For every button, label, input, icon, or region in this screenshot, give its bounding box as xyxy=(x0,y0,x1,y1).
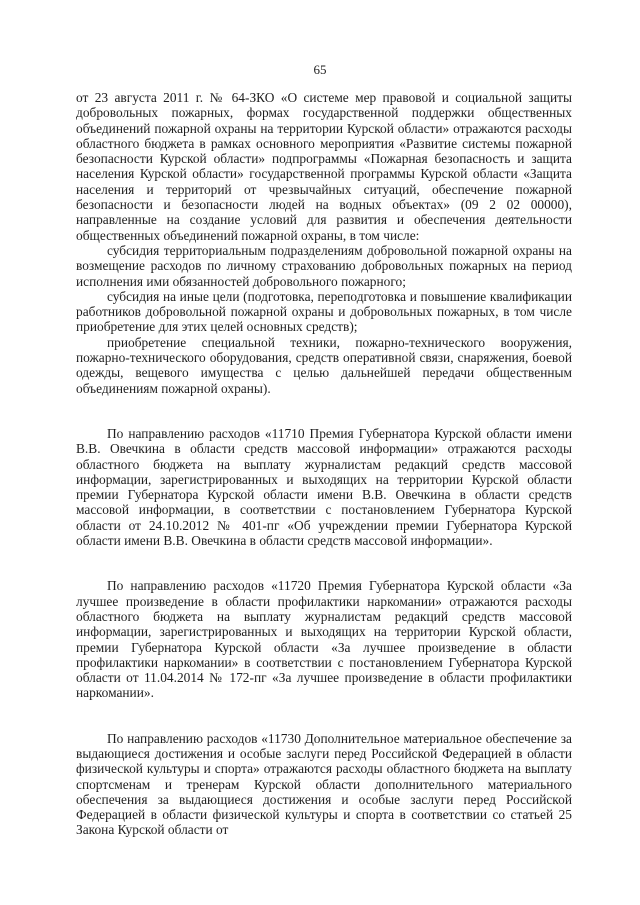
paragraph-11730-sports-support: По направлению расходов «11730 Дополнительное материальное обеспечение за выдающиеся достижения и особые заслуги перед Российской Федерацией в области физической культуры и спорта» отражаются расходы областного бюджета на выплату спортсменам и тренерам Курской области дополнительного материального обеспечения за выдающиеся достижения и особые заслуги перед Российской Федерацией в области физической культуры и спорта в соответствии со статьей 25 Закона Курской области от xyxy=(76,730,572,838)
paragraph-training-subsidy: субсидия на иные цели (подготовка, переподготовка и повышение квалификации работников добровольной пожарной охраны и добровольных пожарных, в том числе приобретение для этих целей основных средств); xyxy=(76,288,572,335)
document-body xyxy=(76,90,572,838)
paragraph-11710-media-award: По направлению расходов «11710 Премия Губернатора Курской области имени В.В. Овечкина в области средств массовой информации» отражаются расходы областного бюджета на выплату журналистам редакций средств массовой информации, зарегистрированных и выходящих на территории Курской области премии Губернатора Курской области имени В.В. Овечкина в области средств массовой информации, в соответствии с постановлением Губернатора Курской области от 24.10.2012 № 401-пг «Об учреждении премии Губернатора Курской области имени В.В. Овечкина в области средств массовой информации». xyxy=(76,425,572,549)
paragraph-11720-drug-prevention-award: По направлению расходов «11720 Премия Губернатора Курской области «За лучшее произведение в области профилактики наркомании» отражаются расходы областного бюджета на выплату журналистам редакций средств массовой информации, зарегистрированных и выходящих на территории Курской области, премии Губернатора Курской области «За лучшее произведение в области профилактики наркомании» в соответствии с постановлением Губернатора Курской области от 11.04.2014 № 172-пг «За лучшее произведение в области профилактики наркомании». xyxy=(76,578,572,701)
paragraph-equipment-purchase: приобретение специальной техники, пожарно-технического вооружения, пожарно-технического оборудования, средств оперативной связи, снаряжения, боевой одежды, вещевого имущества с целью дальнейшей передачи общественным объединениям пожарной охраны). xyxy=(76,334,572,396)
page-number: 65 xyxy=(313,62,327,77)
paragraph-insurance-subsidy: субсидия территориальным подразделениям добровольной пожарной охраны на возмещение расходов по личному страхованию добровольных пожарных на период исполнения ими обязанностей добровольного пожарного; xyxy=(76,242,572,289)
paragraph-law-reference: от 23 августа 2011 г. № 64-ЗКО «О системе мер правовой и социальной защиты добровольных пожарных, формах государственной поддержки общественных объединений пожарной охраны на территории Курской области» отражаются расходы областного бюджета в рамках основного мероприятия «Развитие системы пожарной безопасности Курской области» подпрограммы «Пожарная безопасность и защита населения Курской области» государственной программы Курской области «Защита населения и территорий от чрезвычайных ситуаций, обеспечение пожарной безопасности и безопасности людей на водных объектах» (09 2 02 00000), направленные на создание условий для развития и обеспечения деятельности общественных объединений пожарной охраны, в том числе: xyxy=(76,90,572,243)
